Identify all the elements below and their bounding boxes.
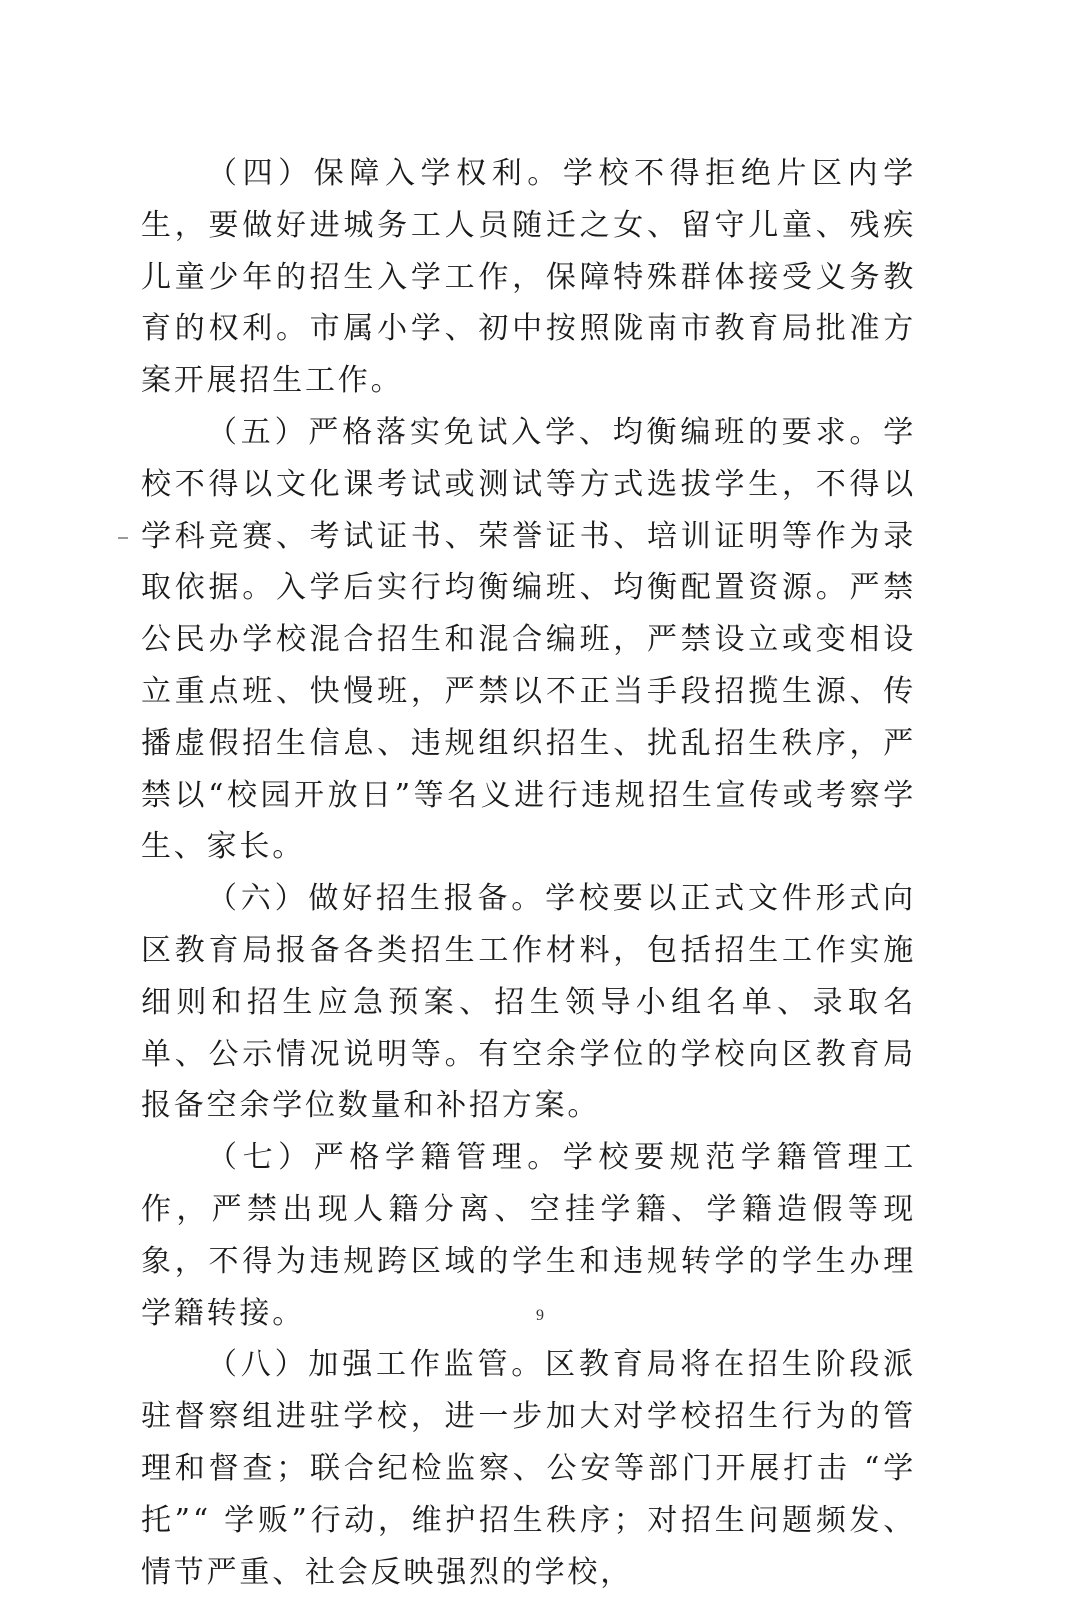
paragraph-5-text: 学校不得以文化课考试或测试等方式选拔学生，不得以学科竞赛、考试证书、荣誉证书、培训证明等作为录取依据。入学后实行均衡编班、均衡配置资源。严禁公民办学校混合招生和混合编班，严禁设立或变相设立重点班、快慢班，严禁以不正当手段招揽生源、传播虚假招生信息、违规组织招生、扰乱招生秩序，严禁以“校园开放日”等名义进行违规招生宣传或考察学生、家长。 <box>141 414 916 865</box>
paragraph-4 <box>141 148 916 407</box>
paragraph-7-text: 学校要规范学籍管理工作，严禁出现人籍分离、空挂学籍、学籍造假等现象，不得为违规跨区域的学生和违规转学的学生办理学籍转接。 <box>141 1140 917 1331</box>
paragraph-4-text: 学校不得拒绝片区内学生，要做好进城务工人员随迁之女、留守儿童、残疾儿童少年的招生入学工作，保障特殊群体接受义务教育的权利。市属小学、初中按照陇南市教育局批准方案开展招生工作。 <box>141 156 917 399</box>
document-body <box>141 148 916 1598</box>
paragraph-5 <box>141 407 916 873</box>
paragraph-8-text: 区教育局将在招生阶段派驻督察组进驻学校，进一步加大对学校招生行为的管理和督查；联合纪检监察、公安等部门开展打击 “学托”“ 学贩”行动，维护招生秩序；对招生问题频发、情节严重、社会反映强烈的学校， <box>141 1347 916 1590</box>
scan-artifact-mark <box>118 537 128 539</box>
paragraph-8-heading: （八）加强工作监管。 <box>207 1347 546 1383</box>
page-number: 9 <box>536 1307 544 1324</box>
paragraph-6-heading: （六）做好招生报备。 <box>207 881 546 917</box>
paragraph-7-heading: （七）严格学籍管理。 <box>207 1140 563 1176</box>
paragraph-6 <box>141 873 916 1132</box>
paragraph-4-heading: （四）保障入学权利。 <box>207 156 563 191</box>
paragraph-5-heading: （五）严格落实免试入学、均衡编班的要求。 <box>207 414 884 450</box>
paragraph-8 <box>141 1339 916 1598</box>
paragraph-6-text: 学校要以正式文件形式向区教育局报备各类招生工作材料，包括招生工作实施细则和招生应急预案、招生领导小组名单、录取名单、公示情况说明等。有空余学位的学校向区教育局报备空余学位数量和补招方案。 <box>141 881 916 1124</box>
